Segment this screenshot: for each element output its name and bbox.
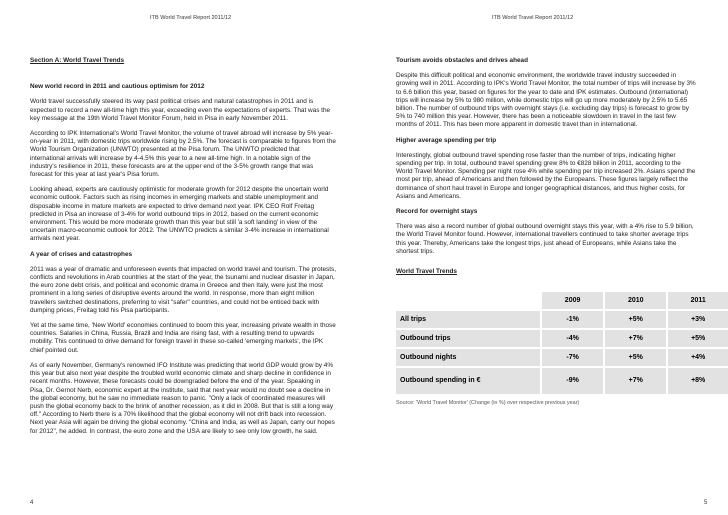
paragraph: Interestingly, global outbound travel spending rose faster than the number of trips, indicating higher spending per trip. In total, outbound travel spending grew 8% to €828 billion in 2011, according to the World Travel Monitor. Spending per night rose 4% while spending per trip increased 2%. Asians spend the most per trip, ahead of Americans and then followed by the Europeans. These figures largely reflect the dominance of short haul travel in Europe and longer geographical distances, and thus higher costs, for Asians and Americans. bbox=[396, 151, 696, 200]
table-source: Source: 'World Travel Monitor' (Change (in %) over respective previous year) bbox=[396, 400, 580, 407]
table-row bbox=[396, 349, 728, 366]
year-header: 2011 bbox=[668, 292, 728, 309]
paragraph: As of early November, Germany's renowned IFO Institute was predicting that world GDP would grow by 4% this year but also next year despite the troubled world economic climate and sharp decline in confidence in recent months. However, these forecasts could be downgraded before the end of the year. Speaking in Pisa, Dr. Gernot Nerb, economic expert at the institute, said that next year would no doubt see a decline in the global economy, but he saw no immediate reason to panic. "Only a lack of coordinated measures will push the global economy back to the brink of another recession, as it did in 2008. But that is still a long way off." According to Nerb there is a 70% likelihood that the global economy will not drift back into recession. Next year Asia will again be driving the global economy. "China and India, as well as Japan, carry our hopes for 2012", he added. In contrast, the euro zone and the USA are likely to see only low growth, he said. bbox=[30, 361, 335, 435]
table-title: World Travel Trends bbox=[396, 268, 457, 276]
table-cell: +5% bbox=[605, 349, 666, 366]
table-cell: +5% bbox=[668, 330, 728, 347]
paragraph: 2011 was a year of dramatic and unforeseen events that impacted on world travel and tourism. The protests, conflicts and revolutions in Arab countries at the start of the year, the tsunami and nuclear disaster in Japan, the euro zone debt crisis, and political and economic drama in Greece and then Italy, were just the most prominent in a long series of disruptive events around the world. In response, more than eight million travellers switched destinations, preferring to visit "safer" countries, and could not be enticed back with dumping prices, Freitag told his Pisa participants. bbox=[30, 265, 336, 314]
heading-crises: A year of crises and catastrophes bbox=[30, 250, 133, 258]
table-row bbox=[396, 311, 728, 328]
right-page bbox=[364, 0, 728, 515]
table-row bbox=[396, 330, 728, 347]
table-cell: -7% bbox=[542, 349, 603, 366]
table-cell: +7% bbox=[605, 368, 666, 394]
world-travel-trends-table bbox=[394, 290, 728, 396]
heading-overnight: Record for overnight stays bbox=[396, 208, 478, 216]
row-label: Outbound trips bbox=[396, 330, 540, 347]
table-cell: +4% bbox=[668, 349, 728, 366]
paragraph: There was also a record number of global outbound overnight stays this year, with a 4% rise to 5.9 billion, the World Travel Monitor found. However, international travellers continued to take shorter average trips this year. Thereby, Americans take the longest trips, just ahead of Europeans, while Asians take the shortest trips. bbox=[396, 223, 694, 255]
paragraph: World travel successfully steered its way past political crises and natural catastrophes in 2011 and is expected to record a new all-time high this year, exceeding even the expectations of experts. That was the key message at the 19th World Travel Monitor Forum, held in Pisa in early November 2011. bbox=[30, 98, 331, 122]
running-header: ITB World Travel Report 2011/12 bbox=[150, 15, 232, 21]
right-page-body bbox=[396, 57, 706, 407]
page-number: 4 bbox=[30, 500, 34, 506]
paragraph: Yet at the same time, 'New World' economies continued to boom this year, increasing private wealth in those countries. Salaries in China, Russia, Brazil and India are rising fast, with a resulting trend to upwards mobility. This continued to drive demand for foreign travel in these so-called 'emerging markets', the IPK chief pointed out. bbox=[30, 322, 336, 354]
table-cell: -9% bbox=[542, 368, 603, 394]
row-label: Outbound spending in € bbox=[396, 368, 540, 394]
paragraph: Despite this difficult political and economic environment, the worldwide travel industry succeeded in growing well in 2011. According to IPK's World Travel Monitor, the total number of trips will increase by 3% to 6.6 billion this year, based on figures for the year to date and IPK estimates. Outbound (international) trips will increase by 5% to 980 million, while domestic trips will go up more moderately by 2.5% to 5.65 billion. The number of outbound trips with overnight stays (i.e. excluding day trips) is forecast to grow by 5% to 740 million this year. However, there has been a noticeable slowdown in travel in the last few months of 2011. This has been more apparent in domestic travel than in international. bbox=[396, 72, 696, 129]
heading-spending: Higher average spending per trip bbox=[396, 136, 497, 144]
heading-record: New world record in 2011 and cautious optimism for 2012 bbox=[30, 83, 205, 91]
running-header: ITB World Travel Report 2011/12 bbox=[492, 15, 574, 21]
table-cell: +5% bbox=[605, 311, 666, 328]
row-label: All trips bbox=[396, 311, 540, 328]
table-row bbox=[396, 368, 728, 394]
table-cell: -4% bbox=[542, 330, 603, 347]
page-number: 5 bbox=[704, 500, 708, 506]
heading-tourism: Tourism avoids obstacles and drives ahead bbox=[396, 57, 528, 64]
paragraph: Looking ahead, experts are cautiously optimistic for moderate growth for 2012 despite the uncertain world economic outlook. Factors such as rising incomes in emerging markets and stable unemployment and disposable income in mature markets are expected to drive demand next year. IPK CEO Rolf Freitag predicted in Pisa an increase of 3-4% for world outbound trips in 2012, based on the current economic environment. This would be more moderate growth than this year but still 'a soft landing' in view of the uncertain macro-economic outlook for 2012. The UNWTO predicts a similar 3-4% increase in international arrivals next year. bbox=[30, 186, 329, 243]
row-label: Outbound nights bbox=[396, 349, 540, 366]
table-header-row bbox=[396, 292, 728, 309]
section-title: Section A: World Travel Trends bbox=[30, 57, 125, 64]
table-cell: +3% bbox=[668, 311, 728, 328]
table-cell: -1% bbox=[542, 311, 603, 328]
table-cell: +7% bbox=[605, 330, 666, 347]
year-header: 2010 bbox=[605, 292, 666, 309]
paragraph: According to IPK International's World Travel Monitor, the volume of travel abroad will increase by 5% year-on-year in 2011, with domestic trips worldwide rising by 2.5%. The forecast is comparable to figures from the World Tourism Organization (UNWTO) presented at the Pisa forum. The UNWTO predicted that international arrivals will increase by 4-4.5% this year to a new all-time high. In a notable sign of the industry's resilience in 2011, these forecasts are at the upper end of the 3-5% growth range that was forecast for this year at last year's Pisa forum. bbox=[30, 130, 336, 179]
year-header: 2009 bbox=[542, 292, 603, 309]
left-page-body bbox=[30, 57, 336, 443]
table-cell: +8% bbox=[668, 368, 728, 394]
